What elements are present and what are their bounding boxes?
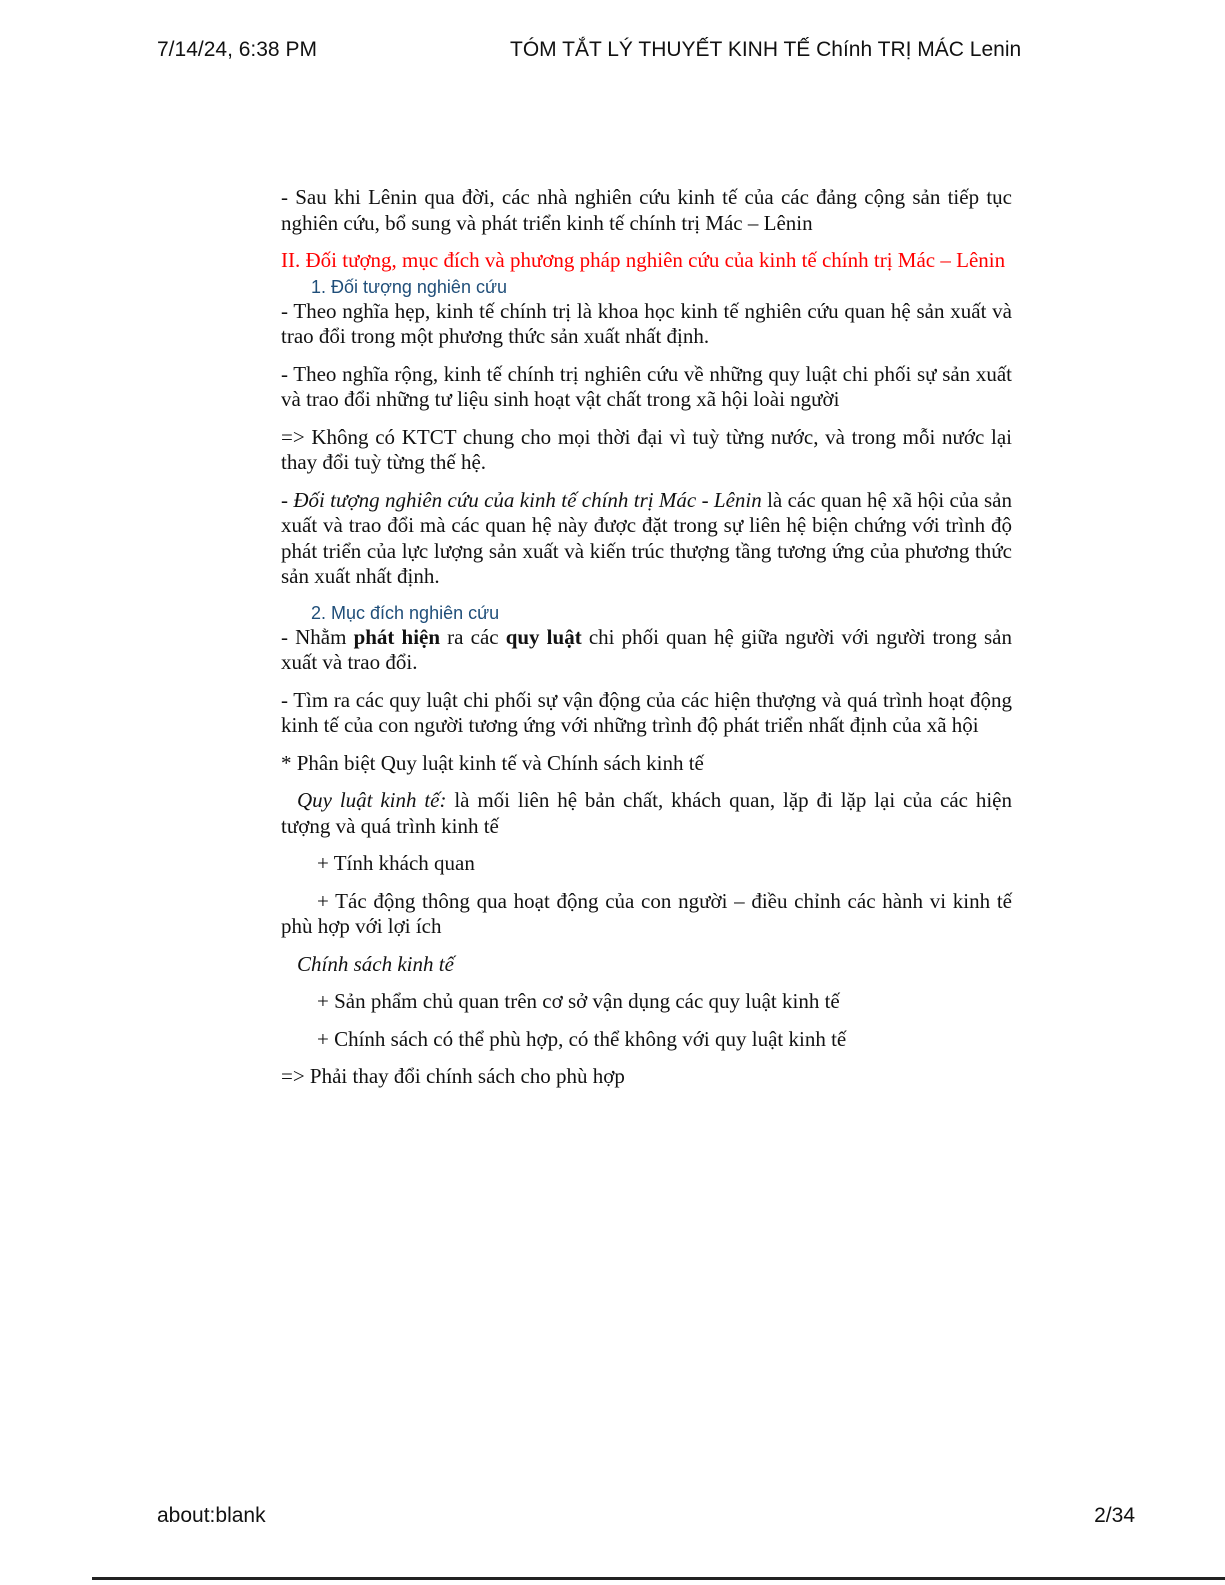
text-rest: là mối liên hệ bản chất, khách quan, lặp đi lặp lại của các hiện tượng và quá trình kinh tế	[281, 788, 1012, 838]
bold-term-discover: phát hiện	[353, 624, 441, 649]
print-header-datetime: 7/14/24, 6:38 PM	[157, 38, 317, 61]
italic-term: Đối tượng nghiên cứu của kinh tế chính trị Mác - Lênin	[293, 487, 762, 512]
paragraph-lenin-legacy: - Sau khi Lênin qua đời, các nhà nghiên cứu kinh tế của các đảng cộng sản tiếp tục nghiên cứu, bổ sung và phát triển kinh tế chính trị Mác – Lênin	[281, 185, 1012, 235]
text-part: - Nhằm	[281, 624, 354, 649]
subheading-research-object: 1. Đối tượng nghiên cứu	[311, 276, 508, 297]
bullet-policy-fit: + Chính sách có thể phù hợp, có thể không với quy luật kinh tế	[317, 1026, 847, 1051]
italic-term-economic-law: Quy luật kinh tế:	[297, 788, 447, 812]
document-body	[281, 185, 1012, 1102]
paragraph-distinguish: * Phân biệt Quy luật kinh tế và Chính sách kinh tế	[281, 750, 704, 775]
paragraph-research-object-definition	[281, 488, 1012, 590]
bullet-subjective-product: + Sản phẩm chủ quan trên cơ sở vận dụng các quy luật kinh tế	[317, 989, 840, 1013]
subheading-research-purpose: 2. Mục đích nghiên cứu	[311, 602, 500, 623]
bottom-divider	[92, 1577, 1225, 1580]
paragraph-discover-laws	[281, 625, 1012, 676]
text-part: chi phối quan hệ giữa người với người trong sản xuất và trao đổi.	[281, 624, 1012, 674]
paragraph-narrow-sense: - Theo nghĩa hẹp, kinh tế chính trị là khoa học kinh tế nghiên cứu quan hệ sản xuất và trao đổi trong một phương thức sản xuất nhất định.	[281, 298, 1012, 348]
print-header-title: TÓM TẮT LÝ THUYẾT KINH TẾ Chính TRỊ MÁC Lenin	[510, 38, 1022, 61]
text-prefix: -	[281, 487, 294, 512]
section-heading-ii: II. Đối tượng, mục đích và phương pháp nghiên cứu của kinh tế chính trị Mác – Lênin	[281, 248, 1006, 272]
bold-term-law: quy luật	[505, 624, 582, 649]
paragraph-economic-policy: Chính sách kinh tế	[297, 951, 454, 976]
paragraph-broad-sense: - Theo nghĩa rộng, kinh tế chính trị nghiên cứu về những quy luật chi phối sự sản xuất và trao đổi những tư liệu sinh hoạt vật chất trong xã hội loài người	[281, 361, 1012, 411]
print-footer-url: about:blank	[157, 1504, 266, 1527]
paragraph-find-laws: - Tìm ra các quy luật chi phối sự vận động của các hiện thượng và quá trình hoạt động kinh tế của con người tương ứng với những trình độ phát triển nhất định của xã hội	[281, 687, 1012, 737]
paragraph-no-general-ktct: => Không có KTCT chung cho mọi thời đại vì tuỳ từng nước, và trong mỗi nước lại thay đổi tuỳ từng thế hệ.	[281, 424, 1012, 474]
bullet-objective: + Tính khách quan	[317, 851, 475, 875]
text-rest: là các quan hệ xã hội của sản xuất và trao đổi mà các quan hệ này được đặt trong sự liên hệ biện chứng với trình độ phát triển của lực lượng sản xuất và kiến trúc thượng tầng tương ứng của phương thức sản xuất nhất định.	[281, 487, 1012, 588]
print-footer-page-number: 2/34	[1094, 1504, 1135, 1527]
paragraph-change-policy: => Phải thay đổi chính sách cho phù hợp	[281, 1064, 625, 1088]
text-part: ra các	[440, 624, 506, 649]
paragraph-economic-law	[281, 788, 1012, 839]
bullet-human-activity: + Tác động thông qua hoạt động của con người – điều chỉnh các hành vi kinh tế phù hợp với lợi ích	[281, 888, 1012, 938]
